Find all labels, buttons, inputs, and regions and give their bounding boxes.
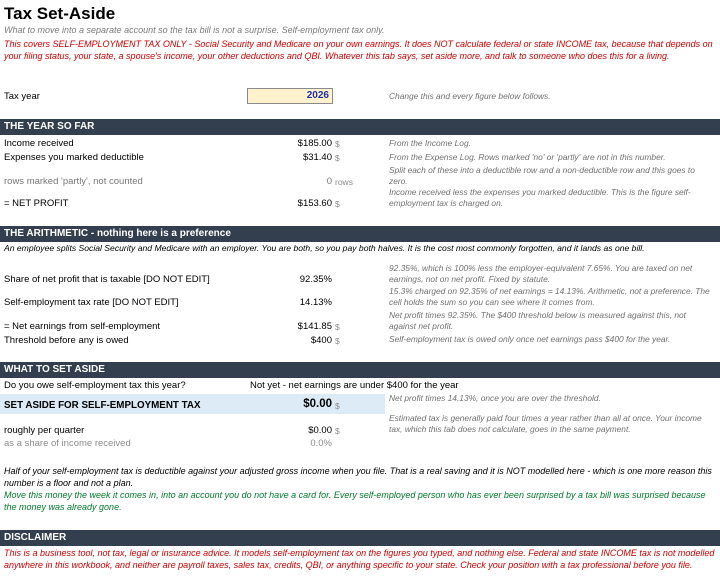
set-aside-note: Net profit times 14.13%, once you are over the threshold.: [389, 393, 601, 403]
partly-rows-note: Split each of these into a deductible row and a non-deductible row and this goes to zero.: [389, 165, 695, 186]
threshold-note: Self-employment tax is owed only once net earnings pass $400 for the year.: [389, 334, 671, 344]
expenses-deductible-unit: $: [335, 153, 340, 163]
tax-year-label: Tax year: [4, 91, 40, 102]
per-quarter-label: roughly per quarter: [4, 425, 85, 436]
page-title: Tax Set-Aside: [4, 4, 116, 23]
income-share-value[interactable]: 0.0%: [310, 438, 332, 449]
owe-status-value[interactable]: Not yet - net earnings are under $400 for the year: [250, 380, 459, 391]
partly-rows-label: rows marked 'partly', not counted: [4, 176, 143, 187]
net-profit-unit: $: [335, 199, 340, 209]
tax-year-input[interactable]: 2026: [247, 88, 333, 104]
net-profit-note: Income received less the expenses you marked deductible. This is the figure self-employment tax is charged on.: [389, 187, 691, 208]
arithmetic-intro: An employee splits Social Security and Medicare with an employer. You are both, so you pay both halves. It is the cost most commonly forgotten, and it lands as one bill.: [4, 243, 645, 253]
net-profit-value[interactable]: $153.60: [297, 198, 332, 209]
set-aside-value[interactable]: $0.00: [303, 398, 332, 410]
per-quarter-note: Estimated tax is generally paid four times a year rather than all at once. Your income tax, which this tab does not calculate, goes in the same payment.: [389, 413, 702, 434]
income-received-note: From the Income Log.: [389, 138, 471, 148]
net-earnings-value[interactable]: $141.85: [297, 321, 332, 332]
owe-question-label: Do you owe self-employment tax this year?: [4, 380, 186, 391]
per-quarter-value[interactable]: $0.00: [308, 425, 332, 436]
per-quarter-unit: $: [335, 426, 340, 436]
deductible-half-note: Half of your self-employment tax is deductible against your adjusted gross income when you file. That is a real saving and it is NOT modelled here - which is one more reason this number is a floor and not a plan.: [4, 466, 712, 488]
threshold-unit: $: [335, 336, 340, 346]
tax-year-note: Change this and every figure below follows.: [389, 91, 551, 101]
partly-rows-value[interactable]: 0: [326, 176, 332, 187]
move-money-note: Move this money the week it comes in, into an account you do not have a card for. Every self-employed person who has ever been surprised by a tax bill was surprised because the money was already gone.: [4, 490, 706, 512]
section-disclaimer: DISCLAIMER: [0, 530, 720, 546]
taxable-share-note: 92.35%, which is 100% less the employer-equivalent 7.65%. You are taxed on net earnings, not on net profit. Fixed by statute.: [389, 263, 693, 284]
expenses-deductible-note: From the Expense Log. Rows marked 'no' or 'partly' are not in this number.: [389, 152, 666, 162]
income-share-label: as a share of income received: [4, 438, 131, 449]
se-tax-rate-value[interactable]: 14.13%: [299, 297, 332, 308]
expenses-deductible-value[interactable]: $31.40: [302, 152, 332, 163]
taxable-share-label: Share of net profit that is taxable [DO NOT EDIT]: [4, 274, 210, 285]
set-aside-label: SET ASIDE FOR SELF-EMPLOYMENT TAX: [4, 400, 201, 411]
net-earnings-label: = Net earnings from self-employment: [4, 321, 161, 332]
net-earnings-unit: $: [335, 322, 340, 332]
page-subtitle: What to move into a separate account so the tax bill is not a surprise. Self-employment tax only.: [4, 25, 385, 35]
section-year-so-far: THE YEAR SO FAR: [0, 119, 720, 135]
net-profit-label: = NET PROFIT: [4, 198, 69, 209]
section-arithmetic: THE ARITHMETIC - nothing here is a preference: [0, 226, 720, 242]
scope-warning: This covers SELF-EMPLOYMENT TAX ONLY - Social Security and Medicare on your own earnings. It does NOT calculate federal or state INCOME tax, because that depends on your filing status, your state, a spouse's income, your other deductions and QBI. Whatever this tab says, set aside more, and talk to someone who does this for a living.: [4, 39, 713, 61]
partly-rows-unit: rows: [335, 177, 353, 187]
taxable-share-value[interactable]: 92.35%: [299, 274, 332, 285]
disclaimer-text: This is a business tool, not tax, legal or insurance advice. It models self-employment tax on the figures you typed, and nothing else. Federal and state INCOME tax is not modelled anywhere in this workbook, and neither are payroll taxes, sales tax, credits, QBI, or anything specific to your state. Check your position with a tax professional before you file.: [4, 548, 715, 570]
income-received-value[interactable]: $185.00: [297, 138, 332, 149]
threshold-label: Threshold before any is owed: [4, 335, 129, 346]
expenses-deductible-label: Expenses you marked deductible: [4, 152, 144, 163]
threshold-value[interactable]: $400: [310, 335, 332, 346]
section-set-aside: WHAT TO SET ASIDE: [0, 362, 720, 378]
set-aside-unit: $: [335, 401, 340, 411]
net-earnings-note: Net profit times 92.35%. The $400 threshold below is measured against this, not against net profit.: [389, 310, 687, 331]
income-received-label: Income received: [4, 138, 74, 149]
income-received-unit: $: [335, 139, 340, 149]
se-tax-rate-label: Self-employment tax rate [DO NOT EDIT]: [4, 297, 179, 308]
se-tax-rate-note: 15.3% charged on 92.35% of net earnings = 14.13%. Arithmetic, not a preference. The cell holds the sum so you can see where it comes from.: [389, 286, 710, 307]
